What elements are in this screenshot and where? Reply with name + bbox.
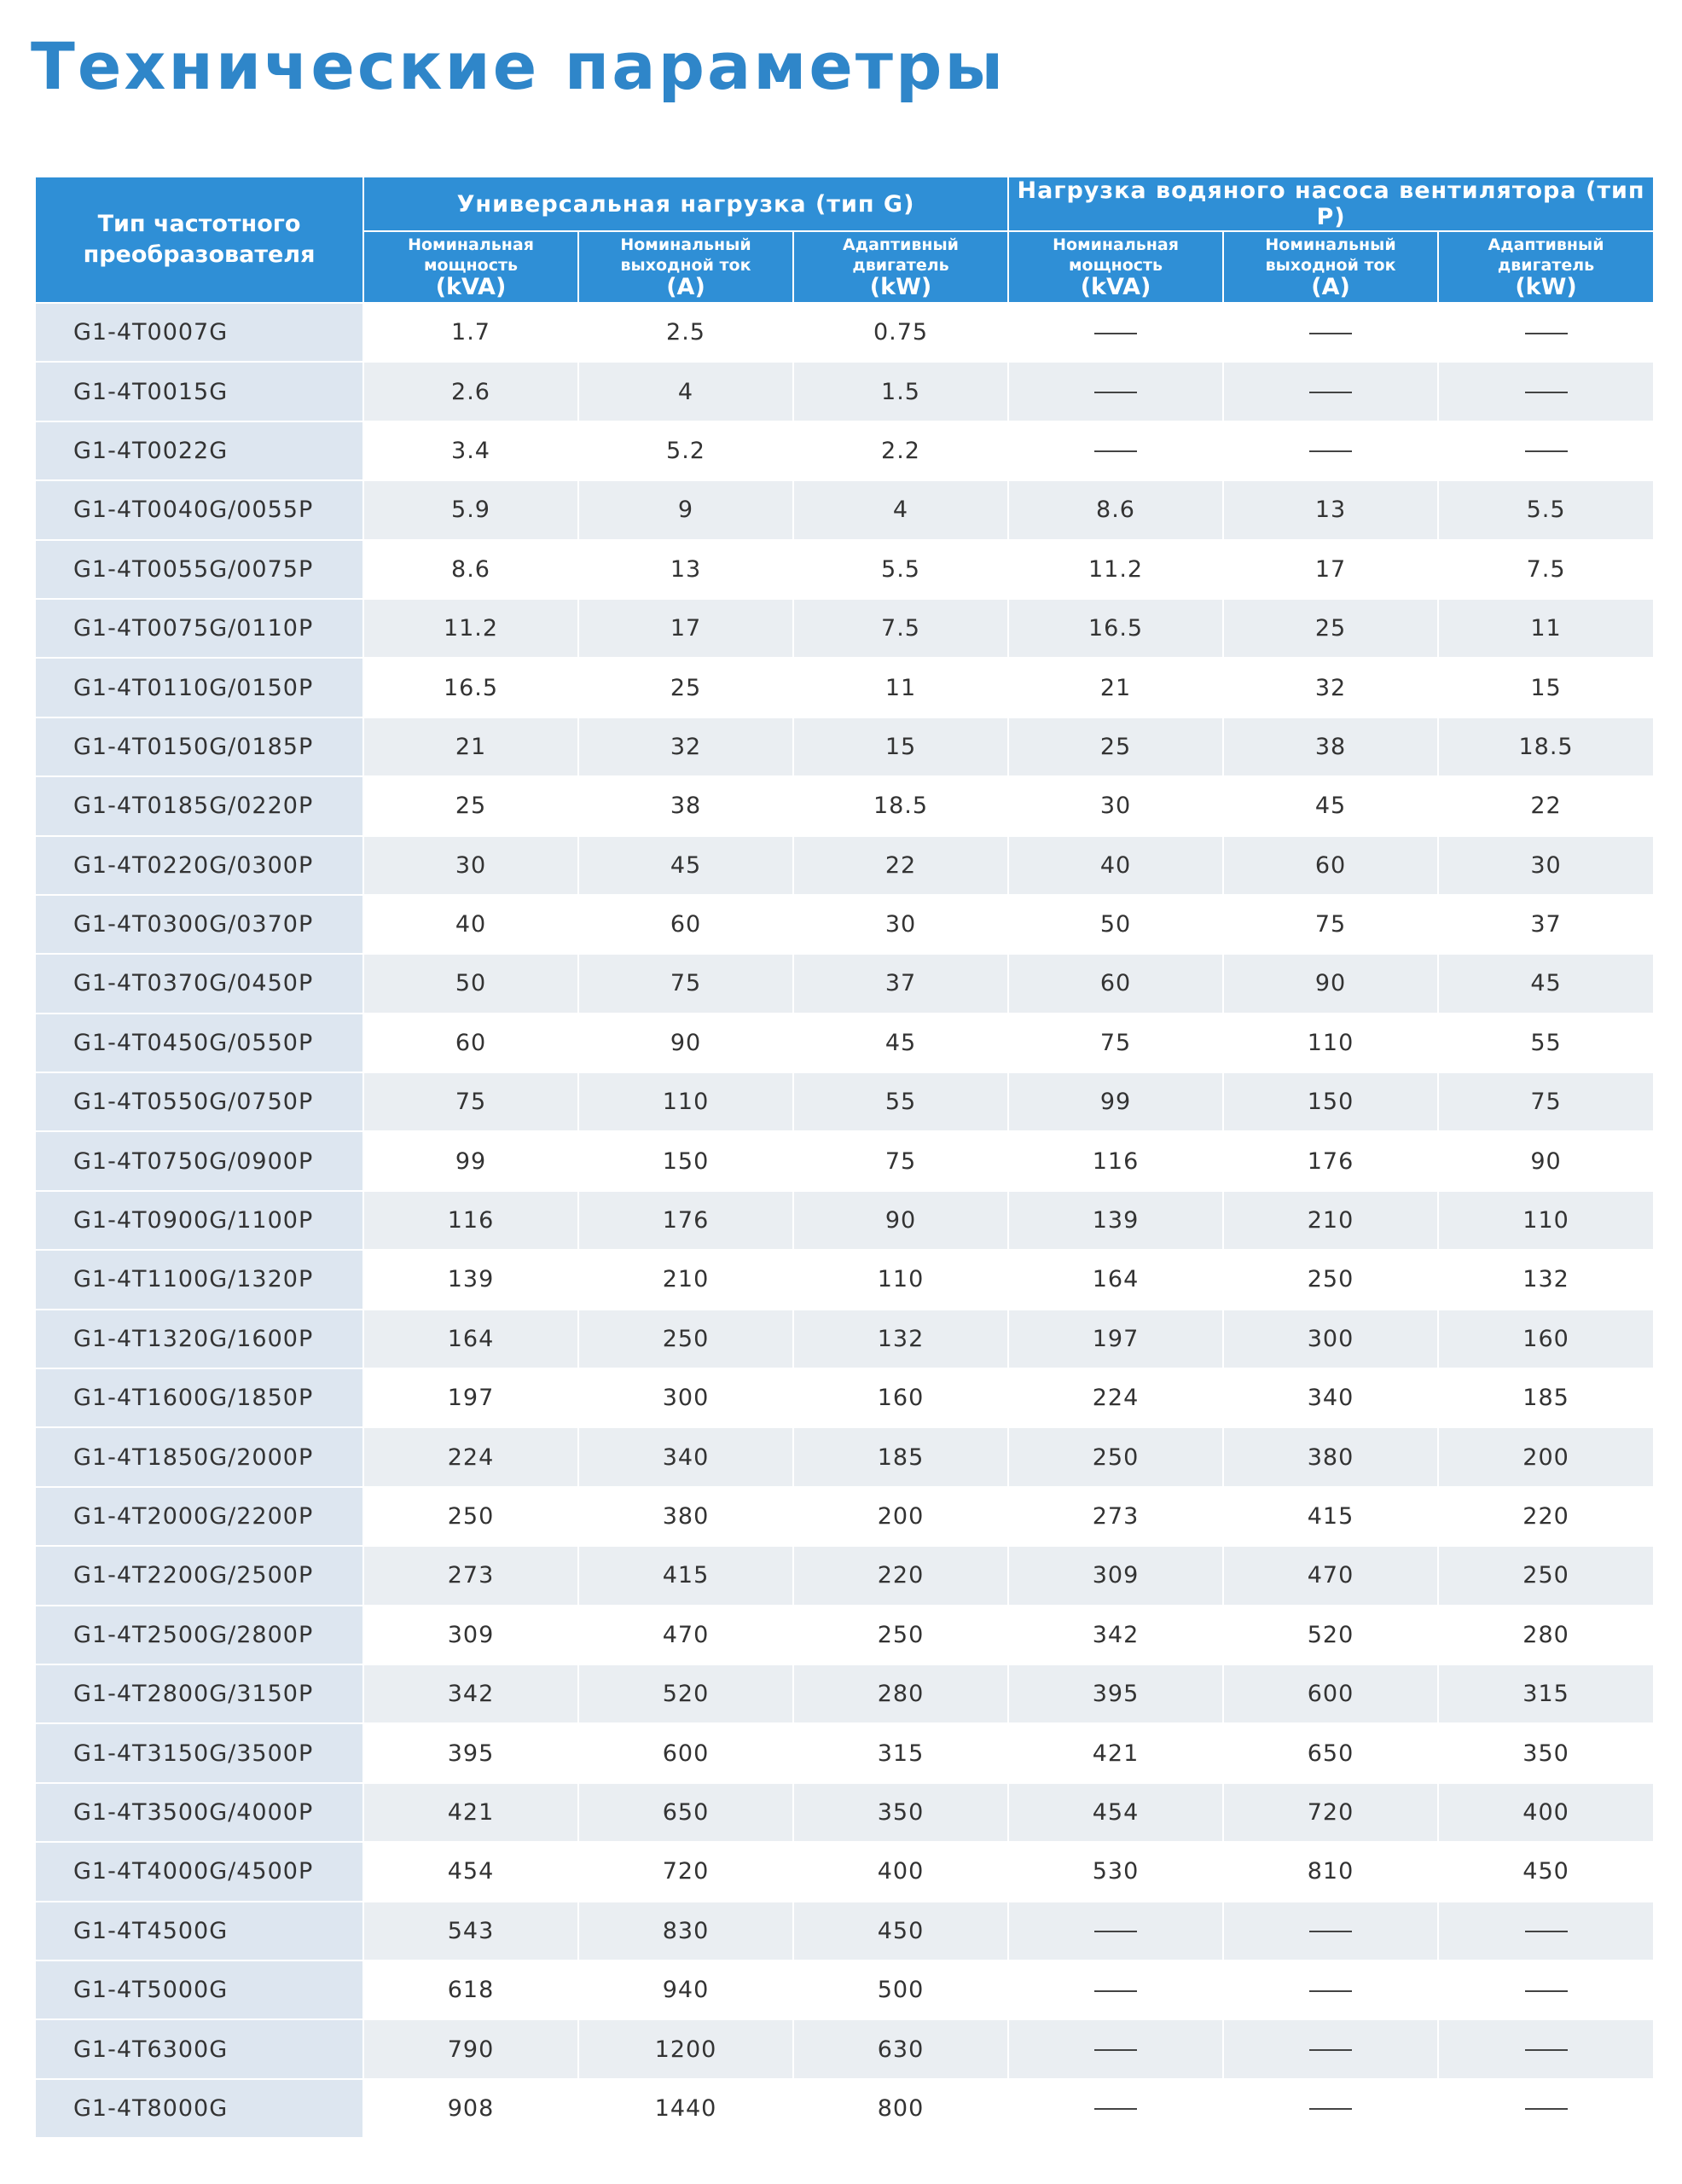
dash-mark — [1309, 392, 1352, 393]
value-cell: 1.7 — [363, 303, 578, 362]
model-cell: G1-4T0900G/1100P — [35, 1191, 363, 1250]
dash-mark — [1525, 392, 1568, 393]
group-header-p: Нагрузка водяного насоса вентилятора (тип P) — [1008, 177, 1654, 231]
value-cell: 4 — [793, 480, 1008, 539]
dash-mark — [1525, 1990, 1568, 1992]
empty-cell — [1008, 362, 1223, 421]
value-cell: 250 — [1438, 1546, 1654, 1605]
value-cell: 21 — [363, 717, 578, 776]
value-cell: 11 — [1438, 599, 1654, 658]
empty-cell — [1223, 2079, 1438, 2138]
table-body — [35, 303, 1654, 2138]
empty-cell — [1223, 2019, 1438, 2078]
value-cell: 132 — [1438, 1250, 1654, 1309]
dash-mark — [1525, 333, 1568, 334]
value-cell: 315 — [793, 1723, 1008, 1782]
subheader-label: Номинальная мощность — [1053, 235, 1179, 275]
empty-cell — [1008, 1960, 1223, 2019]
value-cell: 342 — [1008, 1606, 1223, 1664]
model-cell: G1-4T0022G — [35, 421, 363, 480]
value-cell: 810 — [1223, 1842, 1438, 1901]
value-cell: 600 — [578, 1723, 793, 1782]
model-cell: G1-4T0550G/0750P — [35, 1072, 363, 1131]
dash-mark — [1094, 2049, 1137, 2051]
empty-cell — [1223, 421, 1438, 480]
table-row — [35, 480, 1654, 539]
value-cell: 908 — [363, 2079, 578, 2138]
value-cell: 470 — [1223, 1546, 1438, 1605]
value-cell: 75 — [363, 1072, 578, 1131]
value-cell: 220 — [793, 1546, 1008, 1605]
subheader-unit: (kW) — [869, 274, 932, 300]
empty-cell — [1438, 362, 1654, 421]
value-cell: 37 — [793, 954, 1008, 1013]
table-row — [35, 895, 1654, 954]
table-row — [35, 1487, 1654, 1546]
dash-mark — [1309, 333, 1352, 334]
value-cell: 5.9 — [363, 480, 578, 539]
value-cell: 380 — [578, 1487, 793, 1546]
table-row — [35, 1250, 1654, 1309]
dash-mark — [1309, 450, 1352, 452]
model-cell: G1-4T0370G/0450P — [35, 954, 363, 1013]
value-cell: 38 — [1223, 717, 1438, 776]
model-cell: G1-4T8000G — [35, 2079, 363, 2138]
subheader-p-motor — [1438, 231, 1654, 303]
value-cell: 350 — [1438, 1723, 1654, 1782]
table-row — [35, 1606, 1654, 1664]
value-cell: 90 — [1223, 954, 1438, 1013]
value-cell: 197 — [1008, 1310, 1223, 1368]
value-cell: 315 — [1438, 1664, 1654, 1723]
value-cell: 3.4 — [363, 421, 578, 480]
value-cell: 830 — [578, 1902, 793, 1960]
table-row — [35, 836, 1654, 895]
table-row — [35, 1427, 1654, 1486]
value-cell: 60 — [1008, 954, 1223, 1013]
value-cell: 470 — [578, 1606, 793, 1664]
value-cell: 22 — [1438, 776, 1654, 835]
value-cell: 15 — [793, 717, 1008, 776]
value-cell: 342 — [363, 1664, 578, 1723]
table-row — [35, 599, 1654, 658]
empty-cell — [1223, 362, 1438, 421]
value-cell: 273 — [363, 1546, 578, 1605]
model-cell: G1-4T0075G/0110P — [35, 599, 363, 658]
table-row — [35, 1960, 1654, 2019]
value-cell: 421 — [363, 1783, 578, 1842]
empty-cell — [1008, 303, 1223, 362]
subheader-unit: (kVA) — [1080, 274, 1151, 300]
value-cell: 37 — [1438, 895, 1654, 954]
value-cell: 90 — [578, 1014, 793, 1072]
table-row — [35, 362, 1654, 421]
value-cell: 280 — [793, 1664, 1008, 1723]
value-cell: 421 — [1008, 1723, 1223, 1782]
value-cell: 139 — [1008, 1191, 1223, 1250]
subheader-g-motor — [793, 231, 1008, 303]
value-cell: 60 — [363, 1014, 578, 1072]
value-cell: 16.5 — [1008, 599, 1223, 658]
value-cell: 150 — [578, 1131, 793, 1190]
empty-cell — [1438, 2079, 1654, 2138]
value-cell: 5.5 — [1438, 480, 1654, 539]
dash-mark — [1094, 1990, 1137, 1992]
value-cell: 110 — [793, 1250, 1008, 1309]
value-cell: 15 — [1438, 658, 1654, 717]
value-cell: 250 — [1223, 1250, 1438, 1309]
empty-cell — [1438, 2019, 1654, 2078]
value-cell: 110 — [1223, 1014, 1438, 1072]
model-cell: G1-4T1100G/1320P — [35, 1250, 363, 1309]
model-cell: G1-4T2200G/2500P — [35, 1546, 363, 1605]
value-cell: 280 — [1438, 1606, 1654, 1664]
value-cell: 220 — [1438, 1487, 1654, 1546]
value-cell: 2.5 — [578, 303, 793, 362]
value-cell: 250 — [793, 1606, 1008, 1664]
value-cell: 30 — [793, 895, 1008, 954]
value-cell: 630 — [793, 2019, 1008, 2078]
value-cell: 309 — [1008, 1546, 1223, 1605]
value-cell: 99 — [363, 1131, 578, 1190]
table-row — [35, 2079, 1654, 2138]
value-cell: 454 — [1008, 1783, 1223, 1842]
subheader-label: Номинальная мощность — [408, 235, 534, 275]
value-cell: 1440 — [578, 2079, 793, 2138]
value-cell: 50 — [1008, 895, 1223, 954]
subheader-unit: (A) — [1311, 274, 1350, 300]
dash-mark — [1094, 2108, 1137, 2110]
table-row — [35, 1072, 1654, 1131]
value-cell: 75 — [1008, 1014, 1223, 1072]
model-cell: G1-4T0015G — [35, 362, 363, 421]
value-cell: 720 — [578, 1842, 793, 1901]
value-cell: 720 — [1223, 1783, 1438, 1842]
model-cell: G1-4T1600G/1850P — [35, 1368, 363, 1427]
model-cell: G1-4T1320G/1600P — [35, 1310, 363, 1368]
value-cell: 185 — [1438, 1368, 1654, 1427]
value-cell: 116 — [363, 1191, 578, 1250]
table-row — [35, 1310, 1654, 1368]
value-cell: 250 — [578, 1310, 793, 1368]
value-cell: 160 — [793, 1368, 1008, 1427]
value-cell: 45 — [1438, 954, 1654, 1013]
value-cell: 1.5 — [793, 362, 1008, 421]
dash-mark — [1309, 2108, 1352, 2110]
table-row — [35, 1546, 1654, 1605]
value-cell: 21 — [1008, 658, 1223, 717]
subheader-label: Номинальный выходной ток — [620, 235, 751, 275]
model-cell: G1-4T0450G/0550P — [35, 1014, 363, 1072]
value-cell: 25 — [363, 776, 578, 835]
value-cell: 18.5 — [793, 776, 1008, 835]
dash-mark — [1309, 1931, 1352, 1932]
value-cell: 75 — [578, 954, 793, 1013]
subheader-g-power — [363, 231, 578, 303]
table-row — [35, 1842, 1654, 1901]
value-cell: 99 — [1008, 1072, 1223, 1131]
value-cell: 530 — [1008, 1842, 1223, 1901]
value-cell: 60 — [578, 895, 793, 954]
value-cell: 9 — [578, 480, 793, 539]
subheader-p-current — [1223, 231, 1438, 303]
value-cell: 224 — [1008, 1368, 1223, 1427]
model-cell: G1-4T4000G/4500P — [35, 1842, 363, 1901]
value-cell: 400 — [793, 1842, 1008, 1901]
value-cell: 500 — [793, 1960, 1008, 2019]
value-cell: 16.5 — [363, 658, 578, 717]
value-cell: 2.6 — [363, 362, 578, 421]
value-cell: 0.75 — [793, 303, 1008, 362]
dash-mark — [1525, 2108, 1568, 2110]
page-title: Технические параметры — [31, 28, 1006, 104]
value-cell: 400 — [1438, 1783, 1654, 1842]
value-cell: 800 — [793, 2079, 1008, 2138]
dash-mark — [1309, 1990, 1352, 1992]
value-cell: 110 — [1438, 1191, 1654, 1250]
value-cell: 454 — [363, 1842, 578, 1901]
value-cell: 150 — [1223, 1072, 1438, 1131]
table-row — [35, 1014, 1654, 1072]
value-cell: 139 — [363, 1250, 578, 1309]
value-cell: 790 — [363, 2019, 578, 2078]
value-cell: 110 — [578, 1072, 793, 1131]
empty-cell — [1223, 303, 1438, 362]
value-cell: 2.2 — [793, 421, 1008, 480]
value-cell: 75 — [1438, 1072, 1654, 1131]
value-cell: 11.2 — [363, 599, 578, 658]
value-cell: 176 — [578, 1191, 793, 1250]
value-cell: 13 — [578, 540, 793, 599]
value-cell: 650 — [578, 1783, 793, 1842]
value-cell: 11 — [793, 658, 1008, 717]
value-cell: 17 — [1223, 540, 1438, 599]
value-cell: 520 — [1223, 1606, 1438, 1664]
spec-table — [34, 176, 1655, 2139]
value-cell: 273 — [1008, 1487, 1223, 1546]
value-cell: 116 — [1008, 1131, 1223, 1190]
empty-cell — [1008, 421, 1223, 480]
value-cell: 8.6 — [363, 540, 578, 599]
model-cell: G1-4T5000G — [35, 1960, 363, 2019]
value-cell: 5.5 — [793, 540, 1008, 599]
value-cell: 164 — [363, 1310, 578, 1368]
dash-mark — [1094, 392, 1137, 393]
value-cell: 210 — [578, 1250, 793, 1309]
value-cell: 22 — [793, 836, 1008, 895]
value-cell: 300 — [1223, 1310, 1438, 1368]
value-cell: 60 — [1223, 836, 1438, 895]
value-cell: 75 — [793, 1131, 1008, 1190]
subheader-unit: (kVA) — [435, 274, 507, 300]
value-cell: 40 — [1008, 836, 1223, 895]
value-cell: 7.5 — [793, 599, 1008, 658]
value-cell: 940 — [578, 1960, 793, 2019]
value-cell: 520 — [578, 1664, 793, 1723]
value-cell: 55 — [793, 1072, 1008, 1131]
model-cell: G1-4T0750G/0900P — [35, 1131, 363, 1190]
value-cell: 450 — [1438, 1842, 1654, 1901]
value-cell: 200 — [793, 1487, 1008, 1546]
model-cell: G1-4T6300G — [35, 2019, 363, 2078]
table-row — [35, 1191, 1654, 1250]
empty-cell — [1223, 1902, 1438, 1960]
value-cell: 197 — [363, 1368, 578, 1427]
value-cell: 1200 — [578, 2019, 793, 2078]
group-header-g: Универсальная нагрузка (тип G) — [363, 177, 1008, 231]
value-cell: 543 — [363, 1902, 578, 1960]
value-cell: 75 — [1223, 895, 1438, 954]
value-cell: 4 — [578, 362, 793, 421]
model-cell: G1-4T0110G/0150P — [35, 658, 363, 717]
subheader-label: Адаптивный двигатель — [1488, 235, 1604, 275]
value-cell: 32 — [1223, 658, 1438, 717]
table-row — [35, 717, 1654, 776]
value-cell: 90 — [793, 1191, 1008, 1250]
subheader-unit: (kW) — [1515, 274, 1577, 300]
table-row — [35, 1131, 1654, 1190]
subheader-p-power — [1008, 231, 1223, 303]
value-cell: 250 — [363, 1487, 578, 1546]
value-cell: 17 — [578, 599, 793, 658]
value-cell: 309 — [363, 1606, 578, 1664]
subheader-unit: (A) — [666, 274, 705, 300]
table-row — [35, 303, 1654, 362]
model-cell: G1-4T0040G/0055P — [35, 480, 363, 539]
value-cell: 50 — [363, 954, 578, 1013]
empty-cell — [1438, 421, 1654, 480]
value-cell: 45 — [1223, 776, 1438, 835]
dash-mark — [1525, 2049, 1568, 2051]
model-cell: G1-4T2000G/2200P — [35, 1487, 363, 1546]
value-cell: 300 — [578, 1368, 793, 1427]
value-cell: 11.2 — [1008, 540, 1223, 599]
value-cell: 176 — [1223, 1131, 1438, 1190]
value-cell: 200 — [1438, 1427, 1654, 1486]
value-cell: 8.6 — [1008, 480, 1223, 539]
value-cell: 30 — [1438, 836, 1654, 895]
table-row — [35, 1723, 1654, 1782]
empty-cell — [1223, 1960, 1438, 2019]
value-cell: 90 — [1438, 1131, 1654, 1190]
value-cell: 25 — [1223, 599, 1438, 658]
value-cell: 415 — [578, 1546, 793, 1605]
table-row — [35, 1783, 1654, 1842]
subheader-label: Номинальный выходной ток — [1265, 235, 1396, 275]
table-row — [35, 776, 1654, 835]
empty-cell — [1438, 1902, 1654, 1960]
table-row — [35, 2019, 1654, 2078]
model-cell: G1-4T0150G/0185P — [35, 717, 363, 776]
value-cell: 5.2 — [578, 421, 793, 480]
empty-cell — [1008, 2079, 1223, 2138]
dash-mark — [1309, 2049, 1352, 2051]
value-cell: 25 — [1008, 717, 1223, 776]
model-cell: G1-4T0185G/0220P — [35, 776, 363, 835]
model-cell: G1-4T0220G/0300P — [35, 836, 363, 895]
dash-mark — [1525, 1931, 1568, 1932]
value-cell: 618 — [363, 1960, 578, 2019]
empty-cell — [1008, 2019, 1223, 2078]
value-cell: 25 — [578, 658, 793, 717]
value-cell: 32 — [578, 717, 793, 776]
value-cell: 350 — [793, 1783, 1008, 1842]
value-cell: 13 — [1223, 480, 1438, 539]
model-cell: G1-4T0007G — [35, 303, 363, 362]
dash-mark — [1094, 1931, 1137, 1932]
empty-cell — [1008, 1902, 1223, 1960]
empty-cell — [1438, 303, 1654, 362]
value-cell: 7.5 — [1438, 540, 1654, 599]
value-cell: 30 — [1008, 776, 1223, 835]
model-cell: G1-4T0055G/0075P — [35, 540, 363, 599]
model-cell: G1-4T2500G/2800P — [35, 1606, 363, 1664]
value-cell: 340 — [1223, 1368, 1438, 1427]
value-cell: 55 — [1438, 1014, 1654, 1072]
table-row — [35, 1664, 1654, 1723]
subheader-g-current — [578, 231, 793, 303]
value-cell: 600 — [1223, 1664, 1438, 1723]
value-cell: 224 — [363, 1427, 578, 1486]
table-header — [35, 177, 1654, 303]
value-cell: 45 — [793, 1014, 1008, 1072]
value-cell: 650 — [1223, 1723, 1438, 1782]
value-cell: 30 — [363, 836, 578, 895]
table-row — [35, 1368, 1654, 1427]
model-cell: G1-4T3500G/4000P — [35, 1783, 363, 1842]
table-row — [35, 1902, 1654, 1960]
value-cell: 132 — [793, 1310, 1008, 1368]
model-cell: G1-4T2800G/3150P — [35, 1664, 363, 1723]
model-cell: G1-4T0300G/0370P — [35, 895, 363, 954]
dash-mark — [1525, 450, 1568, 452]
model-cell: G1-4T1850G/2000P — [35, 1427, 363, 1486]
header-row-groups — [35, 177, 1654, 231]
dash-mark — [1094, 333, 1137, 334]
value-cell: 185 — [793, 1427, 1008, 1486]
value-cell: 18.5 — [1438, 717, 1654, 776]
subheader-label: Адаптивный двигатель — [843, 235, 959, 275]
value-cell: 164 — [1008, 1250, 1223, 1309]
value-cell: 160 — [1438, 1310, 1654, 1368]
empty-cell — [1438, 1960, 1654, 2019]
value-cell: 250 — [1008, 1427, 1223, 1486]
value-cell: 340 — [578, 1427, 793, 1486]
value-cell: 415 — [1223, 1487, 1438, 1546]
type-column-header: Тип частотного преобразователя — [35, 177, 363, 303]
model-cell: G1-4T4500G — [35, 1902, 363, 1960]
model-cell: G1-4T3150G/3500P — [35, 1723, 363, 1782]
value-cell: 450 — [793, 1902, 1008, 1960]
table-row — [35, 540, 1654, 599]
table-row — [35, 421, 1654, 480]
value-cell: 395 — [363, 1723, 578, 1782]
value-cell: 40 — [363, 895, 578, 954]
value-cell: 380 — [1223, 1427, 1438, 1486]
dash-mark — [1094, 450, 1137, 452]
table-row — [35, 954, 1654, 1013]
value-cell: 38 — [578, 776, 793, 835]
value-cell: 45 — [578, 836, 793, 895]
value-cell: 210 — [1223, 1191, 1438, 1250]
value-cell: 395 — [1008, 1664, 1223, 1723]
table-row — [35, 658, 1654, 717]
